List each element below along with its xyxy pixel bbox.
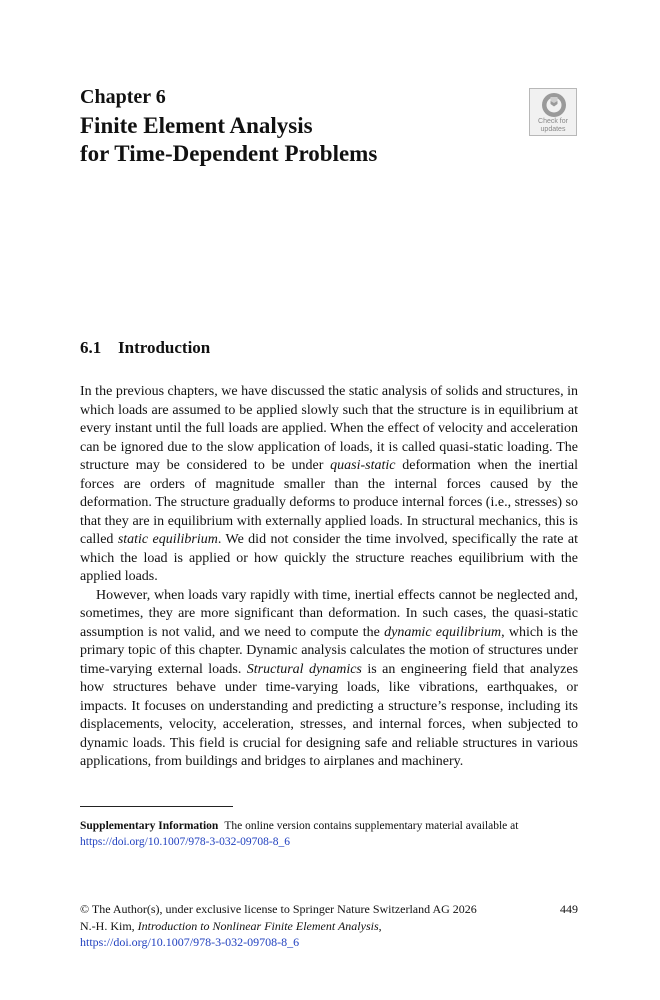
- check-for-updates-label: [530, 118, 576, 133]
- paragraph-text: In the previous chapters, we have discussed the static analysis of solids and structures, in which loads are assumed to be applied slowly such that the structure is in equilibrium at every instant until the full loads are applied. When the effect of velocity and acceleration can be ignored due to the slow application of loads, it is called quasi-static loading. The structure may be considered to be under: [80, 384, 578, 473]
- citation-punct: ,: [378, 918, 382, 933]
- paragraph-text: . We did not consider the time involved, specifically the rate at which the load is applied or how quickly the structure reaches equilibrium with the applied loads.: [80, 532, 579, 584]
- citation-author: N.-H. Kim,: [80, 918, 138, 933]
- section-number: 6.1: [80, 338, 102, 357]
- emphasis-text: static equilibrium: [117, 532, 218, 547]
- copyright-block: [80, 901, 510, 951]
- book-title: Introduction to Nonlinear Finite Element Analysis: [137, 918, 379, 933]
- paragraph-text: is an engineering field that analyzes how structures behave under time-varying loads, like vibrations, earthquakes, or impacts. It focuses on understanding and predicting a structure’s response, including its displacements, velocity, acceleration, stresses, and internal forces, when subjected to dynamic loads. This field is crucial for designing safe and reliable structures in various applications, from buildings and bridges to airplanes and machinery.: [80, 661, 579, 769]
- section-title: Introduction: [118, 338, 211, 357]
- section-heading: [80, 338, 210, 358]
- emphasis-text: dynamic equilibrium: [384, 624, 502, 640]
- footnote-rule: [80, 806, 233, 807]
- chapter-title-line-1: Finite Element Analysis: [80, 113, 313, 138]
- emphasis-text: Structural dynamics: [246, 661, 362, 677]
- page-number: 449: [560, 902, 578, 916]
- paragraph-text: , which is the primary topic of this chapter. Dynamic analysis calculates the motion of structures under time-varying external loads.: [80, 624, 579, 677]
- body-text: [80, 383, 578, 772]
- paragraph-text: deformation when the inertial forces are orders of magnitude smaller than the internal forces caused by the deformation. The structure gradually deforms to produce internal forces (i.e., stresses) so that they are in equilibrium with externally applied loads. In structural mechanics, this is called: [80, 458, 579, 547]
- footnote-doi-link[interactable]: https://doi.org/10.1007/978-3-032-09708-8_6: [80, 836, 290, 848]
- badge-text-line-1: Check for: [538, 118, 568, 125]
- paragraph-2: [80, 587, 578, 772]
- chapter-label: Chapter 6: [80, 86, 166, 108]
- check-for-updates-badge[interactable]: [529, 88, 577, 136]
- paragraph-text: However, when loads vary rapidly with time, inertial effects cannot be neglected and, sometimes, they are more significant than deformation. In such cases, the quasi-static assumption is not valid, and we need to compute the: [80, 587, 578, 640]
- chapter-title: [80, 112, 377, 168]
- citation-line: [80, 918, 510, 935]
- badge-text-line-2: updates: [540, 125, 566, 133]
- emphasis-text: quasi-static: [330, 458, 396, 473]
- footnote-label: Supplementary Information: [80, 820, 219, 832]
- copyright-line: © The Author(s), under exclusive license to Springer Nature Switzerland AG 2026: [80, 902, 477, 916]
- check-for-updates-icon: [541, 92, 567, 118]
- paragraph-1: [80, 383, 578, 587]
- chapter-title-line-2: for Time-Dependent Problems: [80, 141, 378, 166]
- footnote-text: The online version contains supplementary material available at: [224, 820, 519, 832]
- footnote: [80, 818, 578, 850]
- chapter-doi-link[interactable]: https://doi.org/10.1007/978-3-032-09708-8_6: [80, 935, 300, 949]
